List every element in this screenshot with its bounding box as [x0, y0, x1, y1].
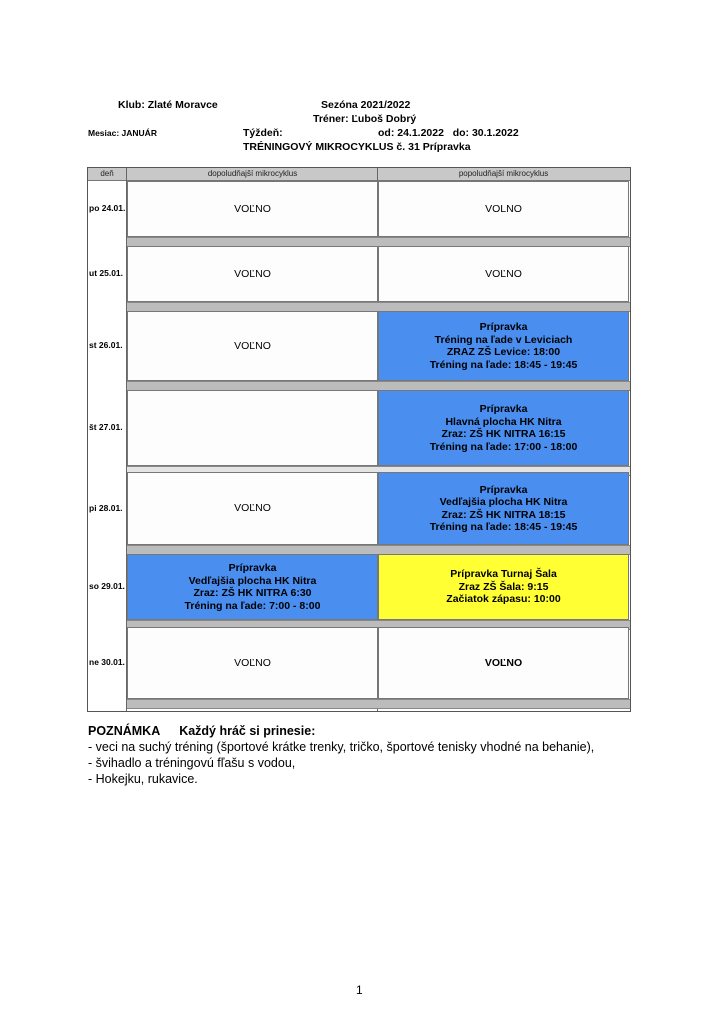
afternoon-cell	[378, 554, 629, 620]
cell-text: Tréning na ľade: 18:45 - 19:45	[429, 358, 578, 371]
cell-text: Začiatok zápasu: 10:00	[446, 593, 561, 606]
col-day-header: deň	[100, 169, 114, 178]
cell-text: Tréning na ľade: 17:00 - 18:00	[429, 440, 578, 453]
cell-text: VOĽNO	[485, 267, 522, 280]
cell-text: Zraz ZŠ Šala: 9:15	[458, 580, 549, 593]
cell-text: Prípravka Turnaj Šala	[450, 568, 557, 581]
morning-cell	[127, 554, 378, 620]
afternoon-cell	[378, 181, 629, 237]
cell-text: Prípravka	[479, 483, 528, 496]
note-item: - Hokejku, rukavice.	[88, 772, 198, 786]
cell-text: Zraz: ZŠ HK NITRA 18:15	[441, 508, 566, 521]
day-label: ne 30.01.	[89, 657, 125, 667]
cell-text: Tréning na ľade: 18:45 - 19:45	[429, 521, 578, 533]
table-header-row	[88, 168, 630, 181]
cell-text: ZRAZ ZŠ Levice: 18:00	[446, 346, 561, 358]
morning-cell	[127, 390, 378, 466]
note-section	[88, 723, 594, 787]
month: Mesiac: JANUÁR	[88, 128, 157, 138]
afternoon-cell	[378, 311, 629, 381]
day-label: st 26.01.	[89, 340, 123, 350]
cell-text: Hlavná plocha HK Nitra	[445, 415, 562, 428]
coach: Tréner: Ľuboš Dobrý	[313, 113, 417, 125]
season: Sezóna 2021/2022	[321, 99, 411, 111]
date-range: od: 24.1.2022 do: 30.1.2022	[378, 127, 519, 139]
cell-text: Tréning na ľade: 7:00 - 8:00	[184, 599, 321, 612]
cell-text: VOĽNO	[234, 502, 271, 515]
col-am-header: dopoludňajší mikrocyklus	[207, 169, 298, 178]
note-subtitle: Každý hráč si prinesie:	[179, 724, 316, 738]
cell-text: Zraz: ZŠ HK NITRA 16:15	[441, 428, 566, 440]
page-title: TRÉNINGOVÝ MIKROCYKLUS č. 31 Prípravka	[243, 141, 471, 153]
afternoon-cell	[378, 246, 629, 302]
row-separator	[127, 699, 630, 709]
cell-text: Prípravka	[479, 321, 528, 333]
note-title: POZNÁMKA	[88, 724, 161, 738]
club-name: Klub: Zlaté Moravce	[118, 99, 218, 111]
morning-cell	[127, 472, 378, 545]
day-label: ut 25.01.	[89, 268, 124, 278]
cell-text: Vedľajšia plocha HK Nitra	[439, 496, 568, 508]
schedule-table	[87, 167, 631, 712]
day-label: št 27.01.	[89, 422, 123, 432]
note-item: - veci na suchý tréning (športové krátke trenky, tričko, športové tenisky vhodné na behanie),	[88, 740, 595, 754]
day-label: po 24.01.	[89, 203, 126, 213]
cell-text: VOĽNO	[234, 267, 271, 280]
col-pm-header: popoludňajší mikrocyklus	[458, 169, 549, 178]
morning-cell	[127, 246, 378, 302]
day-label: pi 28.01.	[89, 502, 123, 513]
cell-text: VOLNO	[485, 202, 522, 215]
cell-text: Tréning na ľade v Leviciach	[434, 333, 573, 346]
cell-text: Zraz: ZŠ HK NITRA 6:30	[193, 587, 312, 599]
afternoon-cell	[378, 627, 629, 699]
cell-text: VOĽNO	[234, 339, 271, 352]
cell-text: VOĽNO	[234, 656, 271, 669]
afternoon-cell	[378, 472, 629, 545]
week-label: Týždeň:	[243, 127, 283, 139]
page-number: 1	[356, 983, 363, 997]
day-label: so 29.01.	[89, 581, 125, 591]
afternoon-cell	[378, 390, 629, 466]
cell-text: Prípravka	[228, 562, 277, 574]
cell-text: VOĽNO	[484, 656, 523, 669]
cell-text: VOĽNO	[234, 202, 271, 215]
morning-cell	[127, 181, 378, 237]
note-item: - švihadlo a tréningovú fľašu s vodou,	[88, 756, 296, 770]
cell-text: Prípravka	[479, 403, 528, 415]
morning-cell	[127, 627, 378, 699]
morning-cell	[127, 311, 378, 381]
cell-text: Vedľajšia plocha HK Nitra	[188, 574, 317, 587]
